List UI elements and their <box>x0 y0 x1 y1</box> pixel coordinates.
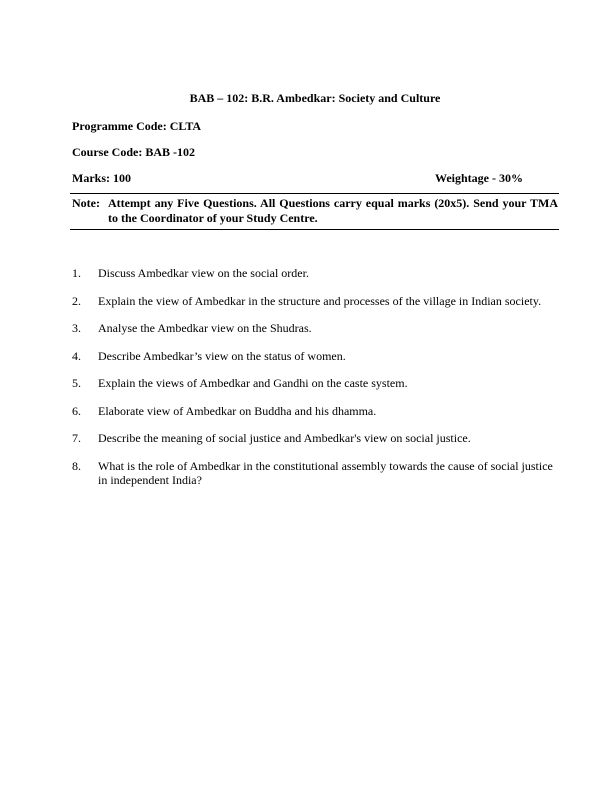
question-list <box>72 266 560 500</box>
top-divider <box>70 193 559 194</box>
programme-code: Programme Code: CLTA <box>72 119 202 133</box>
question-item <box>72 459 560 487</box>
question-item <box>72 376 560 390</box>
question-text: Explain the views of Ambedkar and Gandhi on the caste system. <box>98 376 408 390</box>
course-code: Course Code: BAB -102 <box>72 145 195 159</box>
question-item <box>72 321 560 335</box>
note-block <box>72 196 558 226</box>
question-number: 6. <box>72 403 81 418</box>
question-item <box>72 349 560 363</box>
question-number: 5. <box>72 376 81 390</box>
question-text: Explain the view of Ambedkar in the structure and processes of the village in Indian society. <box>98 293 542 308</box>
question-number: 8. <box>72 458 81 473</box>
bottom-divider <box>70 229 559 230</box>
marks: Marks: 100 <box>72 171 131 185</box>
note-text: Attempt any Five Questions. All Questions carry equal marks (20x5). Send your TMA to the Coordinator of your Study Centre. <box>108 196 558 225</box>
question-text: Describe the meaning of social justice and Ambedkar's view on social justice. <box>98 431 471 445</box>
question-text: What is the role of Ambedkar in the constitutional assembly towards the cause of social justice in independent India? <box>98 458 553 487</box>
question-number: 7. <box>72 431 81 445</box>
question-text: Elaborate view of Ambedkar on Buddha and his dhamma. <box>98 403 377 418</box>
question-item <box>72 404 560 418</box>
weightage: Weightage - 30% <box>435 171 523 185</box>
question-number: 1. <box>72 266 81 280</box>
question-text: Describe Ambedkar’s view on the status of women. <box>98 348 346 363</box>
question-text: Analyse the Ambedkar view on the Shudras. <box>98 321 312 335</box>
question-number: 2. <box>72 293 81 308</box>
question-text: Discuss Ambedkar view on the social order. <box>98 266 309 280</box>
question-number: 3. <box>72 321 81 335</box>
question-item <box>72 431 560 445</box>
note-label: Note: <box>72 196 100 210</box>
page-title: BAB – 102: B.R. Ambedkar: Society and Culture <box>189 91 441 105</box>
question-item <box>72 266 560 280</box>
question-number: 4. <box>72 348 81 363</box>
question-item <box>72 294 560 308</box>
